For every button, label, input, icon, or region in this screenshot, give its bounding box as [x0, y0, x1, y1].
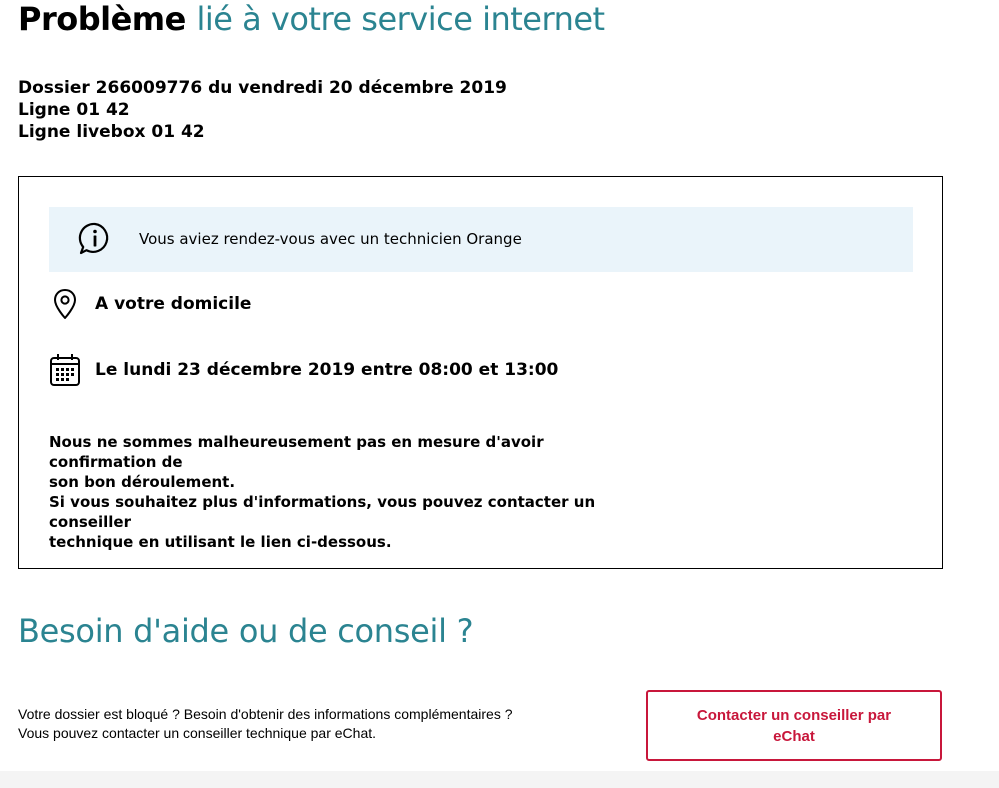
page-title-sub: lié à votre service internet [196, 0, 605, 38]
confirmation-note [49, 432, 649, 552]
note-line: Si vous souhaitez plus d'informations, vous pouvez contacter un conseiller [49, 493, 596, 531]
info-banner [49, 207, 913, 272]
help-text [18, 705, 618, 743]
footer-strip [0, 771, 999, 788]
page-title [18, 0, 605, 40]
contact-echat-button[interactable]: Contacter un conseiller par eChat [646, 690, 942, 761]
page-title-main: Problème [18, 0, 186, 38]
calendar-icon [49, 353, 81, 387]
help-text-line: Votre dossier est bloqué ? Besoin d'obtenir des informations complémentaires ? [18, 706, 513, 722]
dossier-line: Dossier 266009776 du vendredi 20 décembre 2019 [18, 78, 507, 98]
note-line: son bon déroulement. [49, 473, 236, 491]
date-row [49, 353, 558, 387]
banner-text: Vous aviez rendez-vous avec un technicien Orange [139, 230, 522, 248]
note-line: Nous ne sommes malheureusement pas en mesure d'avoir confirmation de [49, 433, 544, 471]
appointment-card [18, 176, 943, 569]
location-pin-icon [49, 287, 81, 321]
help-section-title: Besoin d'aide ou de conseil ? [18, 612, 474, 650]
line-number: Ligne 01 42 [18, 100, 130, 120]
file-info [18, 77, 507, 143]
info-icon [77, 221, 113, 257]
livebox-line-number: Ligne livebox 01 42 [18, 122, 205, 142]
date-text: Le lundi 23 décembre 2019 entre 08:00 et 13:00 [95, 360, 559, 380]
note-line: technique en utilisant le lien ci-dessous. [49, 533, 392, 551]
location-row [49, 287, 251, 321]
location-text: A votre domicile [95, 294, 252, 314]
help-text-line: Vous pouvez contacter un conseiller technique par eChat. [18, 725, 377, 741]
